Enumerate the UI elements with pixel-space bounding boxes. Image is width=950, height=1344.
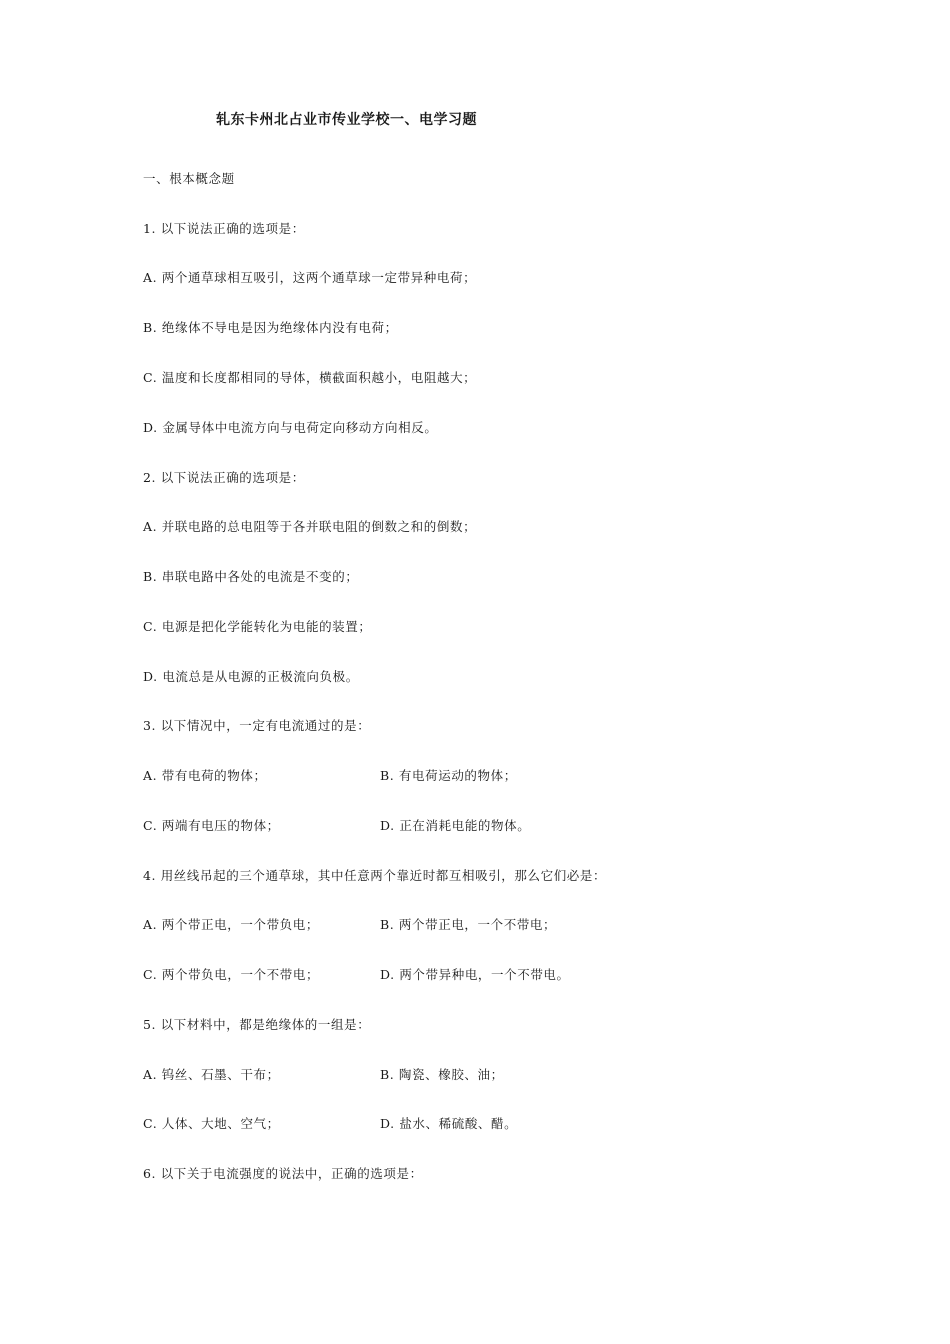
question-1-option-b: B. 绝缘体不导电是因为绝缘体内没有电荷； [143, 320, 398, 335]
question-5-option-c: C. 人体、大地、空气； [143, 1116, 280, 1131]
question-3-option-d: D. 正在消耗电能的物体。 [380, 818, 531, 833]
question-2-option-a: A. 并联电路的总电阻等于各并联电阻的倒数之和的倒数； [143, 519, 477, 534]
question-1-stem: 1. 以下说法正确的选项是： [143, 221, 305, 236]
question-4-option-b: B. 两个带正电，一个不带电； [380, 917, 557, 932]
question-3-option-b: B. 有电荷运动的物体； [380, 768, 517, 783]
question-2-option-d: D. 电流总是从电源的正极流向负极。 [143, 669, 359, 684]
question-5-option-b: B. 陶瓷、橡胶、油； [380, 1067, 504, 1082]
section-heading: 一、根本概念题 [143, 171, 235, 186]
question-1-option-d: D. 金属导体中电流方向与电荷定向移动方向相反。 [143, 420, 438, 435]
question-1-option-c: C. 温度和长度都相同的导体，横截面积越小，电阻越大； [143, 370, 477, 385]
question-2-stem: 2. 以下说法正确的选项是： [143, 470, 305, 485]
question-2-option-b: B. 串联电路中各处的电流是不变的； [143, 569, 359, 584]
question-4-option-a: A. 两个带正电，一个带负电； [143, 917, 319, 932]
document-title: 轧东卡州北占业市传业学校一、电学习题 [216, 112, 477, 128]
question-3-option-c: C. 两端有电压的物体； [143, 818, 280, 833]
question-3-option-a: A. 带有电荷的物体； [143, 768, 267, 783]
question-5-option-a: A. 钨丝、石墨、干布； [143, 1067, 280, 1082]
question-2-option-c: C. 电源是把化学能转化为电能的装置； [143, 619, 372, 634]
question-4-stem: 4. 用丝线吊起的三个通草球，其中任意两个靠近时都互相吸引，那么它们必是： [143, 868, 607, 883]
question-4-option-c: C. 两个带负电，一个不带电； [143, 967, 320, 982]
question-5-stem: 5. 以下材料中，都是绝缘体的一组是： [143, 1017, 371, 1032]
question-4-option-d: D. 两个带异种电，一个不带电。 [380, 967, 570, 982]
question-5-option-d: D. 盐水、稀硫酸、醋。 [380, 1116, 518, 1131]
question-3-stem: 3. 以下情况中，一定有电流通过的是： [143, 718, 371, 733]
question-6-stem: 6. 以下关于电流强度的说法中，正确的选项是： [143, 1166, 423, 1181]
question-1-option-a: A. 两个通草球相互吸引，这两个通草球一定带异种电荷； [143, 270, 477, 285]
